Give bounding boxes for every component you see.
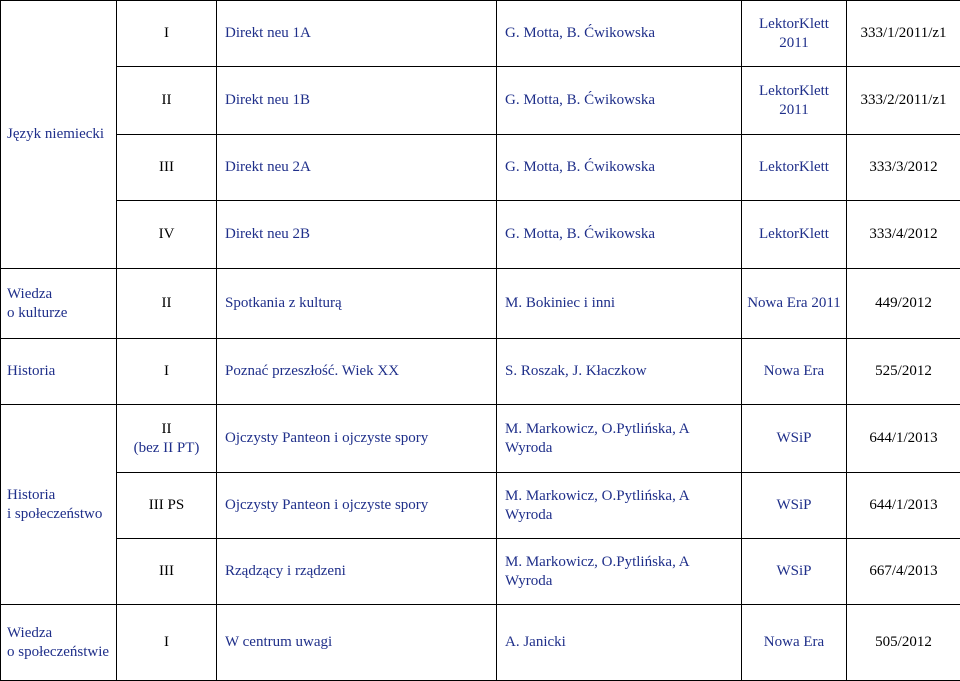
author-cell: G. Motta, B. Ćwikowska xyxy=(497,201,742,269)
class-cell xyxy=(117,67,217,135)
publisher-name: LektorKlett xyxy=(746,15,842,34)
class-label: III xyxy=(121,562,212,581)
approval-number-cell: 505/2012 xyxy=(847,605,960,681)
class-cell xyxy=(117,539,217,605)
publisher-cell: WSiP xyxy=(742,539,847,605)
author-cell: M. Bokiniec i inni xyxy=(497,269,742,339)
publisher-year: 2011 xyxy=(746,101,842,120)
class-cell xyxy=(117,135,217,201)
table-row xyxy=(1,405,960,473)
table-row xyxy=(1,269,960,339)
subject-cell xyxy=(1,1,117,269)
publisher-cell: WSiP xyxy=(742,473,847,539)
class-label: III xyxy=(121,158,212,177)
subject-cell xyxy=(1,269,117,339)
author-cell: G. Motta, B. Ćwikowska xyxy=(497,1,742,67)
subject-label: i społeczeństwo xyxy=(7,505,112,524)
title-cell: Rządzący i rządzeni xyxy=(217,539,497,605)
approval-number-cell: 667/4/2013 xyxy=(847,539,960,605)
title-cell: Ojczysty Panteon i ojczyste spory xyxy=(217,405,497,473)
approval-number-cell: 449/2012 xyxy=(847,269,960,339)
class-label: II xyxy=(121,294,212,313)
class-label: II xyxy=(121,91,212,110)
table-row xyxy=(1,339,960,405)
class-label: III PS xyxy=(121,496,212,515)
table-row xyxy=(1,473,960,539)
approval-number-cell: 644/1/2013 xyxy=(847,473,960,539)
class-label: I xyxy=(121,362,212,381)
publisher-cell: Nowa Era 2011 xyxy=(742,269,847,339)
author-cell: M. Markowicz, O.Pytlińska, A Wyroda xyxy=(497,473,742,539)
publisher-cell xyxy=(742,67,847,135)
subject-label: Wiedza xyxy=(7,624,112,643)
subject-cell xyxy=(1,605,117,681)
title-cell: Direkt neu 1B xyxy=(217,67,497,135)
table-row xyxy=(1,201,960,269)
class-cell xyxy=(117,605,217,681)
approval-number-cell: 644/1/2013 xyxy=(847,405,960,473)
class-label: IV xyxy=(121,225,212,244)
author-cell: M. Markowicz, O.Pytlińska, A Wyroda xyxy=(497,539,742,605)
subject-cell xyxy=(1,339,117,405)
class-cell xyxy=(117,405,217,473)
publisher-cell xyxy=(742,1,847,67)
approval-number-cell: 525/2012 xyxy=(847,339,960,405)
class-cell xyxy=(117,1,217,67)
title-cell: Ojczysty Panteon i ojczyste spory xyxy=(217,473,497,539)
table-row xyxy=(1,605,960,681)
table-row xyxy=(1,539,960,605)
approval-number-cell: 333/4/2012 xyxy=(847,201,960,269)
table-row xyxy=(1,1,960,67)
approval-number-cell: 333/1/2011/z1 xyxy=(847,1,960,67)
publisher-cell: LektorKlett xyxy=(742,135,847,201)
class-cell xyxy=(117,201,217,269)
class-cell xyxy=(117,473,217,539)
author-cell: S. Roszak, J. Kłaczkow xyxy=(497,339,742,405)
table-row xyxy=(1,135,960,201)
publisher-name: LektorKlett xyxy=(746,82,842,101)
subject-label: Historia xyxy=(7,486,112,505)
class-label: II xyxy=(121,420,212,439)
class-cell xyxy=(117,269,217,339)
author-cell: G. Motta, B. Ćwikowska xyxy=(497,67,742,135)
subject-label: Wiedza xyxy=(7,285,112,304)
author-cell: A. Janicki xyxy=(497,605,742,681)
subject-label: o społeczeństwie xyxy=(7,643,112,662)
class-note: (bez II PT) xyxy=(121,439,212,458)
publisher-year: 2011 xyxy=(746,34,842,53)
title-cell: Direkt neu 2B xyxy=(217,201,497,269)
class-label: I xyxy=(121,24,212,43)
table-row xyxy=(1,67,960,135)
author-cell: M. Markowicz, O.Pytlińska, A Wyroda xyxy=(497,405,742,473)
publisher-cell: Nowa Era xyxy=(742,605,847,681)
title-cell: Spotkania z kulturą xyxy=(217,269,497,339)
subject-label: o kulturze xyxy=(7,304,112,323)
title-cell: Poznać przeszłość. Wiek XX xyxy=(217,339,497,405)
title-cell: W centrum uwagi xyxy=(217,605,497,681)
subject-label: Historia xyxy=(7,362,112,381)
publisher-cell: WSiP xyxy=(742,405,847,473)
approval-number-cell: 333/3/2012 xyxy=(847,135,960,201)
class-cell xyxy=(117,339,217,405)
class-label: I xyxy=(121,633,212,652)
title-cell: Direkt neu 1A xyxy=(217,1,497,67)
subject-label: Język niemiecki xyxy=(7,125,112,144)
publisher-cell: Nowa Era xyxy=(742,339,847,405)
subject-cell xyxy=(1,405,117,605)
approval-number-cell: 333/2/2011/z1 xyxy=(847,67,960,135)
publisher-cell: LektorKlett xyxy=(742,201,847,269)
title-cell: Direkt neu 2A xyxy=(217,135,497,201)
author-cell: G. Motta, B. Ćwikowska xyxy=(497,135,742,201)
